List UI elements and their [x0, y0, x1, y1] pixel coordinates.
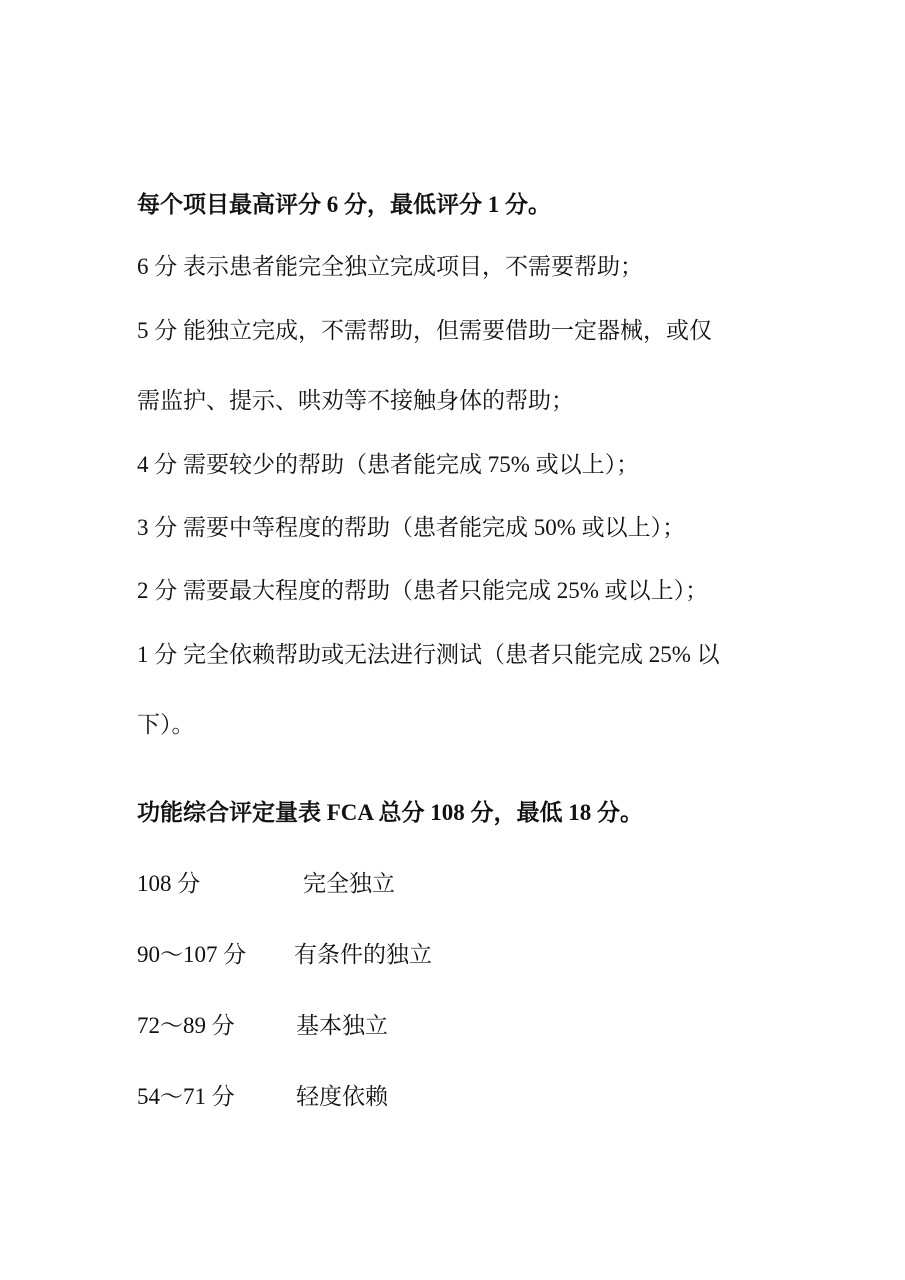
- score-label: 2 分: [137, 578, 178, 603]
- grade-range: 54～71 分: [137, 1084, 235, 1109]
- score-description: 需要最大程度的帮助（患者只能完成 25% 或以上）；: [183, 578, 709, 603]
- score-description: 能独立完成，不需帮助，但需要借助一定器械，或仅: [183, 318, 712, 343]
- grade-label: 轻度依赖: [296, 1084, 388, 1109]
- grade-range: 108 分: [137, 871, 201, 896]
- score-item-4: [137, 450, 639, 480]
- score-label: 6 分: [137, 254, 178, 279]
- score-label: 1 分: [137, 642, 178, 667]
- score-description: 需要中等程度的帮助（患者能完成 50% 或以上）；: [183, 515, 686, 540]
- grade-label: 完全独立: [303, 871, 395, 896]
- section2-heading: 功能综合评定量表 FCA 总分 108 分，最低 18 分。: [137, 800, 643, 825]
- score-label: 5 分: [137, 318, 178, 343]
- grade-label: 有条件的独立: [294, 942, 432, 967]
- score-item-5-continuation: 需监护、提示、哄劝等不接触身体的帮助；: [137, 388, 574, 413]
- score-label: 4 分: [137, 452, 178, 477]
- score-label: 3 分: [137, 515, 178, 540]
- score-item-2: [137, 576, 708, 606]
- grade-range: 90～107 分: [137, 942, 247, 967]
- score-description: 表示患者能完全独立完成项目，不需要帮助；: [183, 254, 643, 279]
- score-item-3: [137, 513, 685, 543]
- score-item-5: [137, 316, 712, 346]
- score-description: 需要较少的帮助（患者能完成 75% 或以上）；: [183, 452, 640, 477]
- score-item-1: [137, 640, 720, 670]
- score-item-6: [137, 252, 643, 282]
- section1-heading: 每个项目最高评分 6 分，最低评分 1 分。: [137, 192, 551, 217]
- score-description: 完全依赖帮助或无法进行测试（患者只能完成 25% 以: [183, 642, 720, 667]
- score-item-1-continuation: 下）。: [137, 712, 195, 737]
- grade-label: 基本独立: [296, 1013, 388, 1038]
- grade-range: 72～89 分: [137, 1013, 235, 1038]
